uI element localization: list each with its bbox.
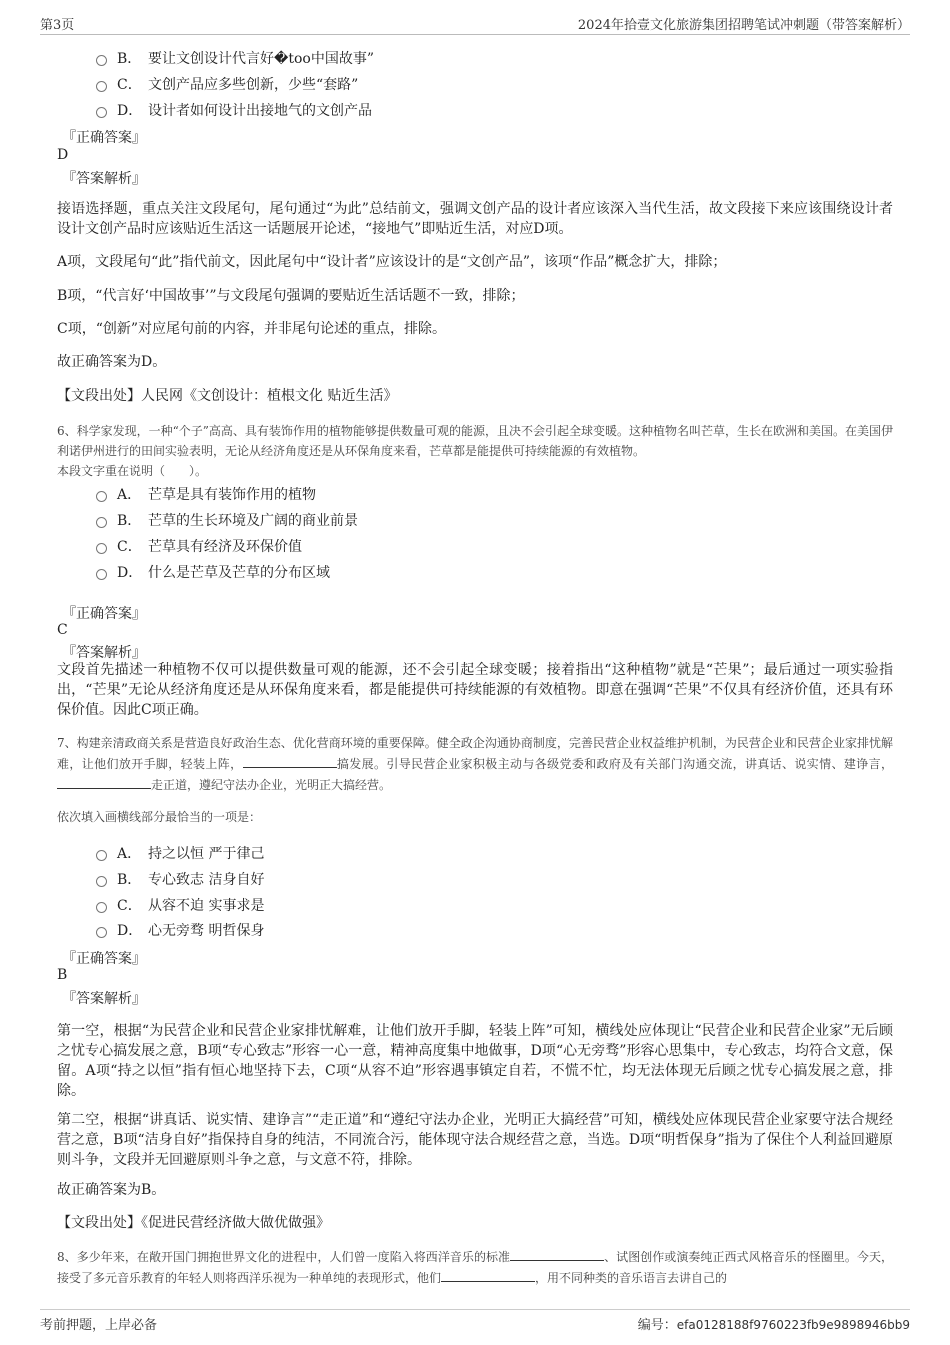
footer-code: 编号：efa0128188f9760223fb9e9898946bb9: [637, 1318, 910, 1333]
q5-answer-label: 『正确答案』: [62, 130, 146, 146]
radio-icon[interactable]: [96, 569, 107, 580]
radio-icon[interactable]: [96, 107, 107, 118]
q5-option-c[interactable]: C． 文创产品应多些创新，少些“套路”: [96, 74, 358, 94]
q7-option-b[interactable]: B． 专心致志 洁身自好: [96, 869, 264, 889]
q5-analysis-p4: C项，“创新”对应尾句前的内容，并非尾句论述的重点，排除。: [57, 321, 447, 337]
document-title: 2024年拾壹文化旅游集团招聘笔试冲刺题（带答案解析）: [577, 18, 910, 33]
q7-analysis-p2: 第二空，根据“讲真话、说实情、建诤言”“走正道”和“遵纪守法办企业，光明正大搞经营”可知，横线处应体现民营企业家要守法合规经营之意，B项“洁身自好”指保持自身的纯洁，不同流合污，能体现守法合规经营之意，当选。D项“明哲保身”指为了保住个人利益回避原则斗争，文段并无回避原则斗争之意，与文意不符，排除。: [57, 1112, 893, 1168]
q7-blank-1: [243, 753, 337, 768]
q7-answer: B: [57, 967, 68, 983]
q8-question: 8、多少年来，在敞开国门拥抱世界文化的进程中，人们曾一度陷入将西洋音乐的标准 、试图创作或演奏纯正西式风格音乐的怪圈里。今天，接受了多元音乐教育的年轻人则将西洋乐视为一种单纯的表现形式，他们 ，用不同种类的音乐语言去讲自己的: [57, 1246, 893, 1288]
q7-question: 7、构建亲清政商关系是营造良好政治生态、优化营商环境的重要保障。健全政企沟通协商制度，完善民营企业权益维护机制，为民营企业和民营企业家排忧解难，让他们放开手脚，轻装上阵， 搞发展。引导民营企业家积极主动与各级党委和政府及有关部门沟通交流，讲真话、说实情、建诤言，走正道，遵纪守法办企业，光明正大搞经营。: [57, 736, 893, 792]
q5-analysis-p3: B项，“代言好‘中国故事’”与文段尾句强调的要贴近生活话题不一致，排除；: [57, 288, 525, 304]
q6-answer-label: 『正确答案』: [62, 606, 146, 622]
q8-blank-1: [510, 1246, 604, 1261]
q5-analysis-p1: 接语选择题，重点关注文段尾句，尾句通过“为此”总结前文，强调文创产品的设计者应该深入当代生活，故文段接下来应该围绕设计者设计文创产品时应该贴近生活这一话题展开论述，“接地气”即贴近生活，对应D项。: [57, 201, 893, 237]
q7-answer-label: 『正确答案』: [62, 951, 146, 967]
q5-source: 【文段出处】人民网《文创设计：植根文化 贴近生活》: [57, 388, 398, 404]
radio-icon[interactable]: [96, 491, 107, 502]
footer-divider: [40, 1309, 910, 1310]
q7-option-a[interactable]: A． 持之以恒 严于律己: [96, 843, 264, 863]
q6-analysis: 文段首先描述一种植物不仅可以提供数量可观的能源，还不会引起全球变暖；接着指出“这种植物”就是“芒果”；最后通过一项实验指出，“芒果”无论从经济角度还是从环保角度来看，都是能提供可持续能源的有效植物。即意在强调“芒果”不仅具有经济价值，还具有环保价值。因此C项正确。: [57, 662, 893, 718]
q6-option-c[interactable]: C． 芒草具有经济及环保价值: [96, 536, 302, 556]
radio-icon[interactable]: [96, 81, 107, 92]
radio-icon[interactable]: [96, 517, 107, 528]
radio-icon[interactable]: [96, 543, 107, 554]
q7-prompt: 依次填入画横线部分最恰当的一项是：: [57, 810, 262, 824]
radio-icon[interactable]: [96, 876, 107, 887]
q6-option-d[interactable]: D． 什么是芒草及芒草的分布区域: [96, 562, 330, 582]
radio-icon[interactable]: [96, 927, 107, 938]
q7-option-d[interactable]: D． 心无旁骛 明哲保身: [96, 920, 264, 940]
footer-slogan: 考前押题，上岸必备: [40, 1318, 158, 1333]
q8-blank-2: [441, 1267, 535, 1282]
q5-answer: D: [57, 147, 69, 163]
q6-answer: C: [57, 622, 68, 638]
q7-analysis-label: 『答案解析』: [62, 991, 146, 1007]
q5-option-d[interactable]: D． 设计者如何设计出接地气的文创产品: [96, 100, 372, 120]
q5-analysis-p5: 故正确答案为D。: [57, 354, 167, 370]
page-number: 第3页: [40, 18, 75, 33]
q6-question: 6、科学家发现，一种“个子”高高、具有装饰作用的植物能够提供数量可观的能源，且决不会引起全球变暖。这种植物名叫芒草，生长在欧洲和美国。在美国伊利诺伊州进行的田间实验表明，无论从经济角度还是从环保角度来看，芒草都是能提供可持续能源的有效植物。: [57, 424, 893, 458]
q5-analysis-label: 『答案解析』: [62, 171, 146, 187]
q7-source: 【文段出处】《促进民营经济做大做优做强》: [57, 1215, 330, 1231]
q6-option-a[interactable]: A． 芒草是具有装饰作用的植物: [96, 484, 316, 504]
q5-option-b[interactable]: B． 要让文创设计代言好�too中国故事”: [96, 48, 374, 68]
q7-blank-2: [57, 774, 151, 789]
q6-analysis-label: 『答案解析』: [62, 645, 146, 661]
q6-option-b[interactable]: B． 芒草的生长环境及广阔的商业前景: [96, 510, 358, 530]
radio-icon[interactable]: [96, 850, 107, 861]
q7-analysis-p1: 第一空，根据“为民营企业和民营企业家排忧解难，让他们放开手脚，轻装上阵”可知，横线处应体现让“民营企业和民营企业家”无后顾之忧专心搞发展之意，B项“专心致志”形容一心一意，精神高度集中地做事，D项“心无旁骛”形容心思集中，专心致志，均符合文意，保留。A项“持之以恒”指有恒心地坚持下去，C项“从容不迫”形容遇事镇定自若，不慌不忙，均无法体现无后顾之忧专心搞发展之意，排除。: [57, 1023, 893, 1099]
q6-prompt: 本段文字重在说明（ ）。: [57, 464, 208, 478]
q7-option-c[interactable]: C． 从容不迫 实事求是: [96, 895, 264, 915]
q5-analysis-p2: A项，文段尾句“此”指代前文，因此尾句中“设计者”应该设计的是“文创产品”，该项“作品”概念扩大，排除；: [57, 254, 727, 270]
radio-icon[interactable]: [96, 902, 107, 913]
q7-analysis-p3: 故正确答案为B。: [57, 1182, 166, 1198]
radio-icon[interactable]: [96, 55, 107, 66]
header-divider: [40, 34, 910, 35]
